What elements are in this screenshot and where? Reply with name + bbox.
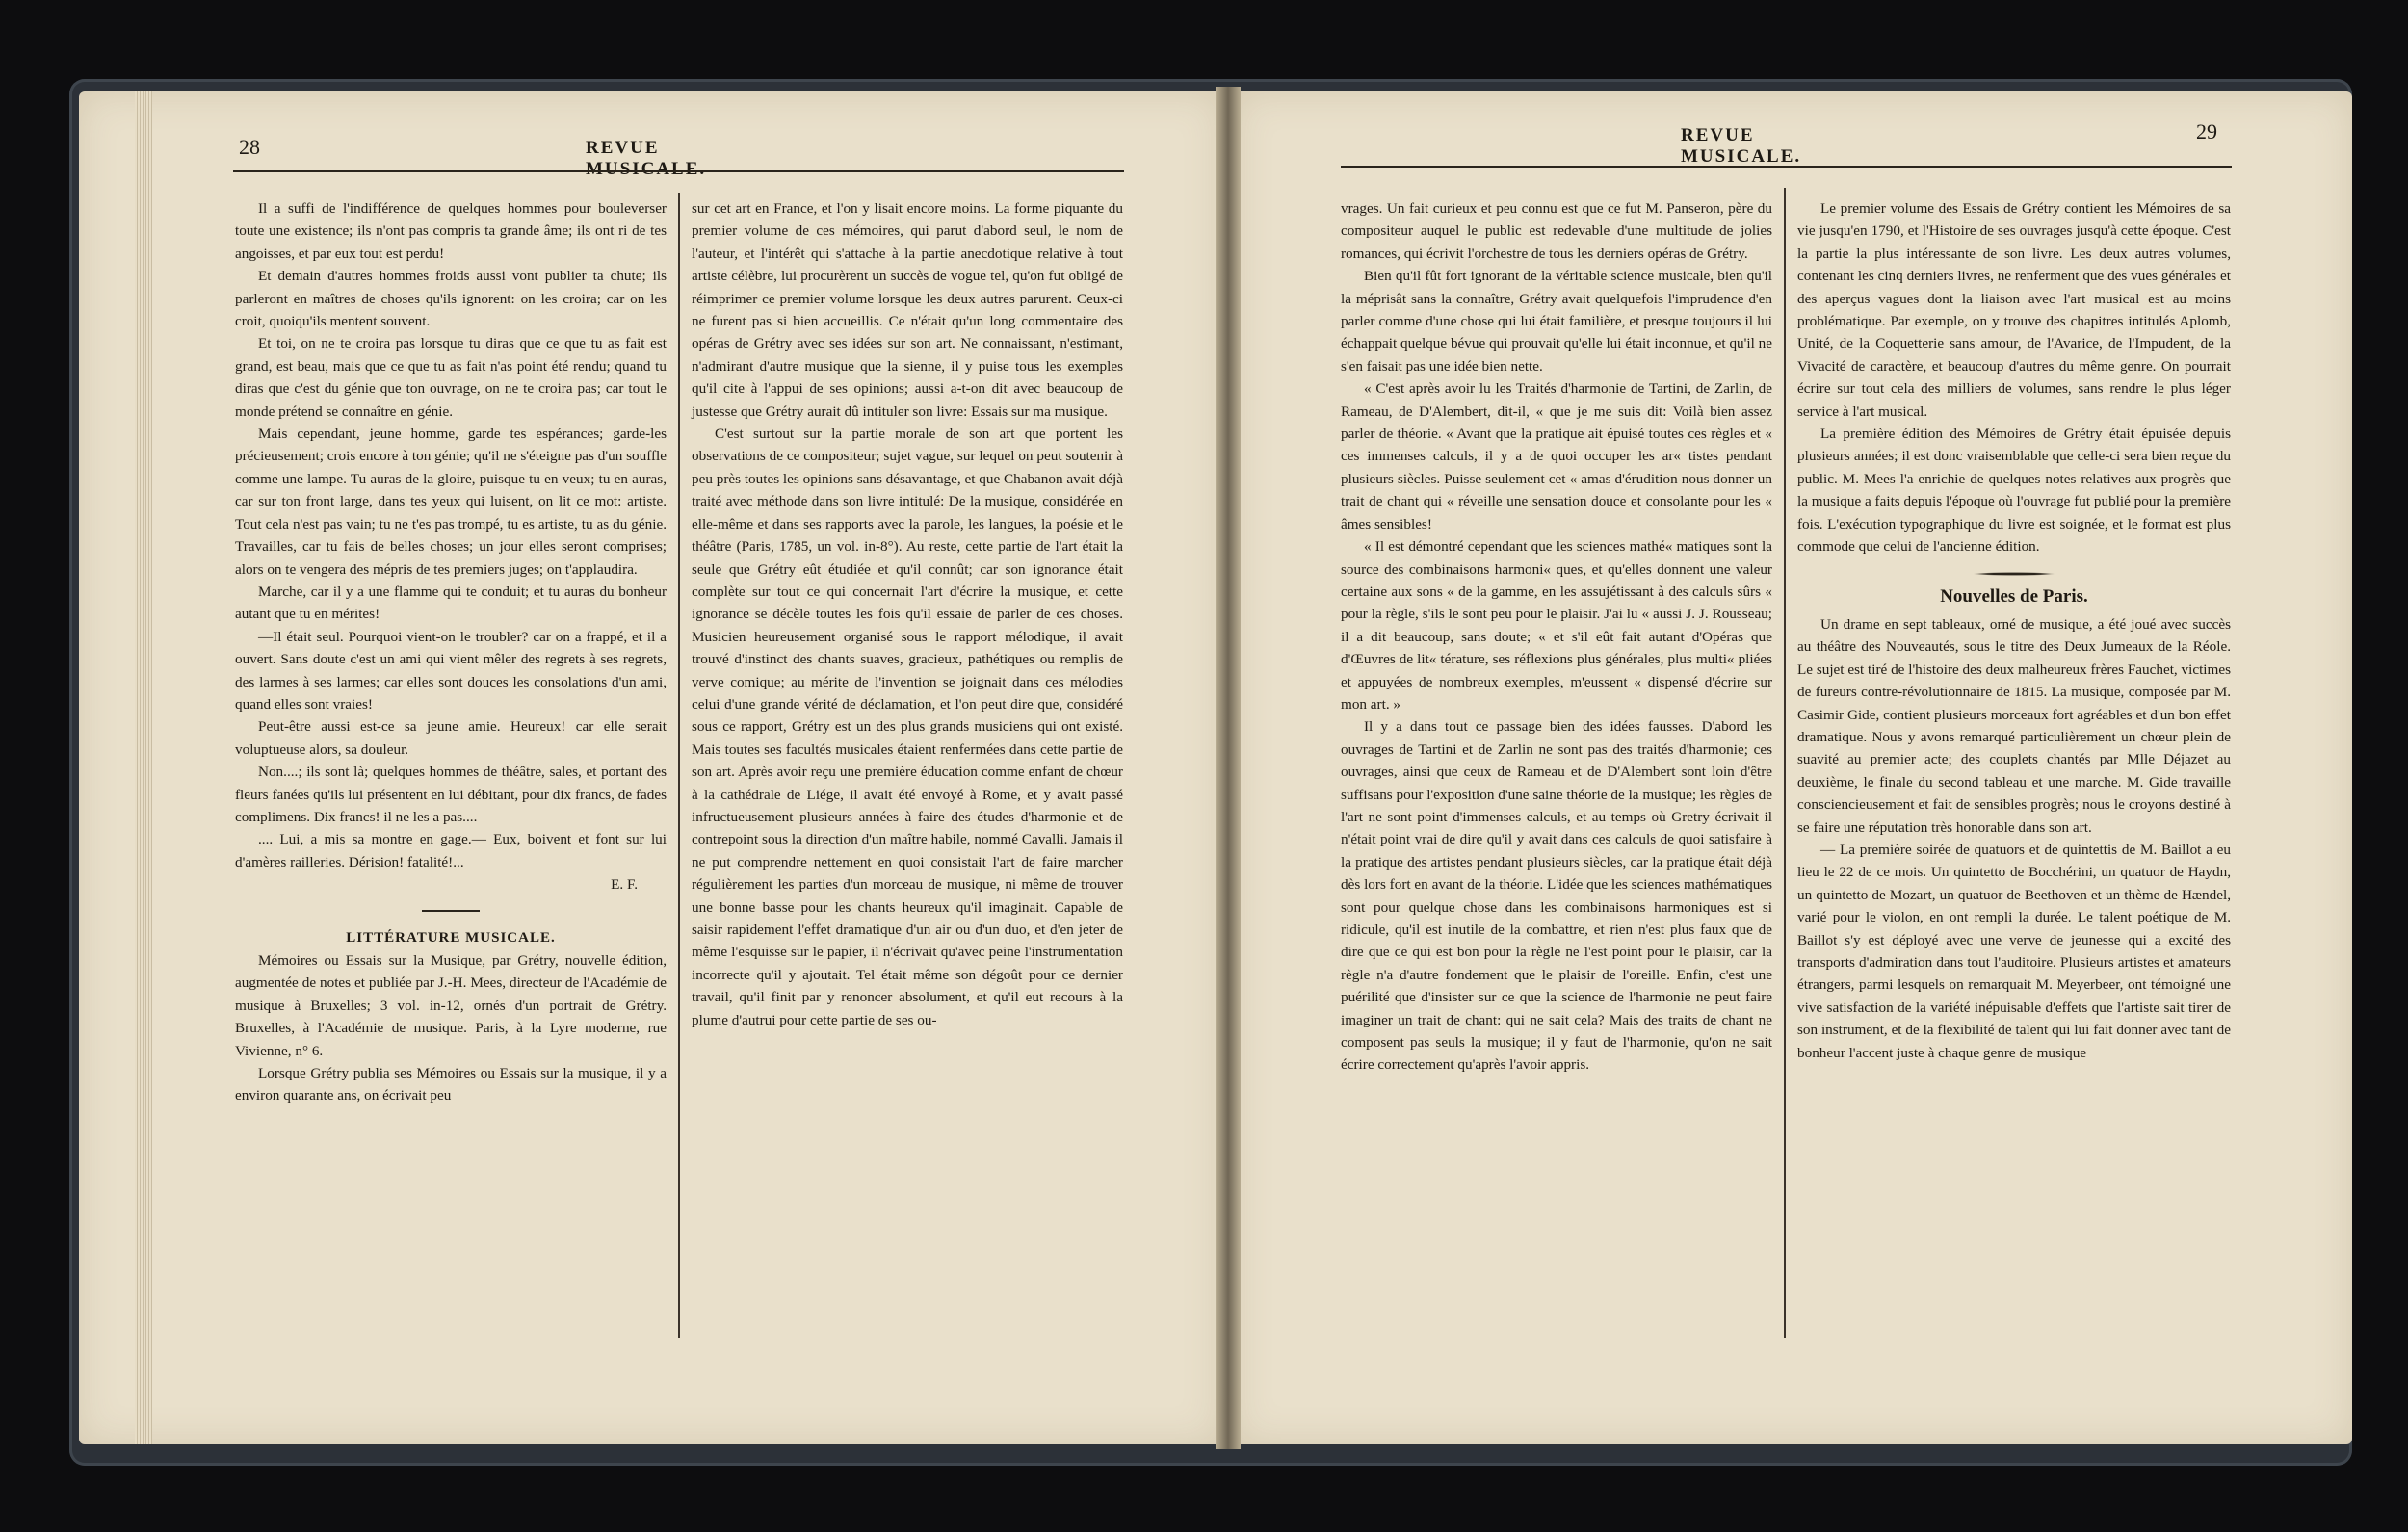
right-column-2 xyxy=(1797,197,2231,1064)
paragraph: —Il était seul. Pourquoi vient-on le troubler? car on a frappé, et il a ouvert. Sans doute c'est un ami qui vient mêler des regrets à ses regrets, des larmes à ses larmes; car elles sont douces les consolations d'un ami, quand elles sont vraies! xyxy=(235,628,667,713)
section-title-litterature: LITTÉRATURE MUSICALE. xyxy=(346,929,556,946)
article-signature: E. F. xyxy=(611,876,638,894)
header-rule-left xyxy=(233,170,1124,172)
quotation: « C'est après avoir lu les Traités d'harmonie de Tartini, de Zarlin, de Rameau, de D'Alembert, dit-il, « que je me suis dit: Voilà bien assez parler de théorie. « Avant que la pratique ait épuisé toutes ces règles et « ces immenses calculs, il y a de quoi occuper les ar« tistes pendant plusieurs siècles. Puisse seulement cet « amas d'érudition nous donner un trait de chant qui « réveille une sensation douce et consolante pour les « âmes sensibles! xyxy=(1341,380,1772,532)
paragraph: — La première soirée de quatuors et de quintettis de M. Baillot a eu lieu le 22 de ce mois. Un quintetto de Bocchérini, un quatuor de Haydn, un quintetto de Mozart, un quatuor de Beethoven et un thème de Hændel, varié pour le violon, en ont rempli la durée. Le talent poétique de M. Baillot s'y est déployé avec une verve de jeunesse qui a excité des transports d'admiration dans tout l'auditoire. Plusieurs artistes et amateurs étrangers, parmi lesquels on remarquait M. Meyerbeer, ont témoigné une vive satisfaction de la variété inépuisable d'effets que l'artiste sait tirer de son instrument, et de la flexibilité de talent qui lui fait donner avec tant de bonheur l'accent juste à chaque genre de musique xyxy=(1797,841,2231,1061)
paragraph: Peut-être aussi est-ce sa jeune amie. Heureux! car elle serait voluptueuse alors, sa douleur. xyxy=(235,718,667,758)
separator-rule xyxy=(422,910,480,912)
paragraph: Mais cependant, jeune homme, garde tes espérances; garde-les précieusement; crois encore à ton génie; qu'il ne s'éteigne pas d'un souffle comme une lampe. Tu auras de la gloire, puisque tu en veux; tu en auras, car sur ton front large, dans tes yeux qui luisent, on lit ce mot: artiste. Tout cela n'est pas vain; tu ne t'es pas trompé, tu es artiste, tu as du génie. Travailles, car tu fais de belles choses; un jour elles seront comprises; alors on te vengera des mépris de tes premiers juges; on t'applaudira. xyxy=(235,426,667,578)
paragraph: vrages. Un fait curieux et peu connu est que ce fut M. Panseron, père du compositeur auquel le public est redevable d'une multitude de jolies romances, qui écrivit l'orchestre de tous les derniers opéras de Grétry. xyxy=(1341,200,1772,262)
paragraph: .... Lui, a mis sa montre en gage.— Eux, boivent et font sur lui d'amères railleries. Dérision! fatalité!... xyxy=(235,831,667,870)
left-column-2 xyxy=(692,197,1123,1031)
running-title-left: REVUE MUSICALE. xyxy=(586,138,707,179)
quotation: « Il est démontré cependant que les sciences mathé« matiques sont la source des combinaisons harmoni« ques, et qu'elles donnent une valeur certaine aux sons « de la gamme, en les assujétissant à des calculs sûrs « pour la règle, s'ils le sont peu pour le plaisir. J'ai lu « aussi J. J. Rousseau; il a dit beaucoup, sans doute; « et s'il eût fait autant d'Opéras que d'Œuvres de lit« térature, ses réflexions plus générales, plus multi« pliées et appuyées de nombreux exemples, m'eussent « dispensé d'écrire sur mon art. » xyxy=(1341,538,1772,713)
header-rule-right xyxy=(1341,166,2232,168)
page-number-right: 29 xyxy=(2196,119,2217,143)
ornament-rule xyxy=(1966,572,2062,576)
book-gutter xyxy=(1216,87,1241,1449)
page-number-left: 28 xyxy=(239,135,260,159)
paragraph: sur cet art en France, et l'on y lisait encore moins. La forme piquante du premier volume de ces mémoires, qui parut d'abord seul, le nom de l'auteur, et l'intérêt qui s'attache à la partie anecdotique relative à tout artiste célèbre, lui procurèrent un succès de vogue tel, qu'on fut obligé de réimprimer ce premier volume lorsque les deux autres parurent. Ceux-ci ne furent pas si bien accueillis. Ce n'était qu'un long commentaire des opéras de Grétry avec ses idées sur son art. Ne connaissant, n'estimant, n'admirant d'autre musique que la sienne, il y puise tous les exemples qu'il cite à l'appui de ses opinions; aussi a-t-on dit avec beaucoup de justesse que Grétry aurait dû intituler son livre: Essais sur ma musique. xyxy=(692,200,1123,420)
book-citation: Mémoires ou Essais sur la Musique, par Grétry, nouvelle édition, augmentée de notes et publiée par J.-H. Mees, directeur de l'Académie de musique à Bruxelles; 3 vol. in-12, ornés d'un portrait de Grétry. Bruxelles, à l'Académie de musique. Paris, à la Lyre moderne, rue Vivienne, n° 6. xyxy=(235,952,667,1059)
paragraph: Et toi, on ne te croira pas lorsque tu diras que ce que tu as fait est grand, est beau, mais que ce que tu as fait n'as point été rendu; quand tu diras que c'est du génie que ton ouvrage, on ne te croira pas; car tout le monde prétend se connaître en génie. xyxy=(235,335,667,420)
paragraph: La première édition des Mémoires de Grétry était épuisée depuis plusieurs années; il est donc vraisemblable que celle-ci sera bien reçue du public. M. Mees l'a enrichie de quelques notes relatives aux progrès que la musique a faits depuis l'époque où l'ouvrage fut publié pour la première fois. L'exécution typographique du livre est soignée, et le format est plus commode que celui de l'ancienne édition. xyxy=(1797,426,2231,556)
paragraph: Il a suffi de l'indifférence de quelques hommes pour bouleverser toute une existence; ils n'ont pas compris ta grande âme; ils ont ri de tes angoisses, et par eux tout est perdu! xyxy=(235,200,667,262)
column-divider-right xyxy=(1784,188,1786,1338)
paragraph: Bien qu'il fût fort ignorant de la véritable science musicale, bien qu'il la méprisât sans la connaître, Grétry avait quelquefois l'imprudence d'en parler comme d'une chose qui lui était familière, et presque toujours il lui échappait quelque bévue qui prouvait qu'elle lui était inconnue, et qu'il ne s'en faisait pas une idée bien nette. xyxy=(1341,268,1772,375)
paragraph: C'est surtout sur la partie morale de son art que portent les observations de ce compositeur; sujet vague, sur lequel on peut soutenir à peu près toutes les opinions sans désavantage, et que Chabanon avait déjà traité avec méthode dans son livre intitulé: De la musique, considérée en elle-même et dans ses rapports avec la parole, les langues, la poésie et le théâtre (Paris, 1785, un vol. in-8°). Au reste, cette partie de l'art était la seule que Grétry eût étudiée et qu'il connût; car son ignorance était complète sur tout ce qui concernait l'art d'écrire la musique, et cette ignorance se décèle toutes les fois qu'il essaie de parler de ces choses. Musicien heureusement organisé sous le rapport mélodique, il avait trouvé d'instinct des chants suaves, gracieux, pathétiques ou remplis de verve comique; au mérite de l'invention se joignait dans ces mélodies celui d'une grande vérité de déclamation, et l'on peut dire que, considéré sous ce rapport, Grétry est un des plus grands musiciens qui ont existé. Mais toutes ses facultés musicales étaient renfermées dans cette partie de son art. Après avoir reçu une première éducation comme enfant de chœur à la cathédrale de Liége, il avait été envoyé à Rome, et y avait passé infructueusement plusieurs années à faire des études d'harmonie et de contrepoint sous la direction d'un maître habile, nommé Cavalli. Jamais il ne put comprendre nettement en quoi consistait l'art de faire marcher régulièrement les parties d'un morceau de musique, ni même de trouver une bonne basse pour les chants heureux qu'il imaginait. Capable de saisir rapidement l'effet dramatique d'un air ou d'un duo, et d'en jeter de même l'esquisse sur le papier, il n'écrivait qu'avec peine l'instrumentation incorrecte qu'il y ajoutait. Tel était même son dégoût pour ce dernier travail, qu'il finit par y renoncer absolument, et qu'il eut recours à la plume d'autrui pour cette partie de ses ou- xyxy=(692,426,1123,1028)
paragraph: Lorsque Grétry publia ses Mémoires ou Essais sur la musique, il y a environ quarante ans, on écrivait peu xyxy=(235,1065,667,1104)
paragraph: Le premier volume des Essais de Grétry contient les Mémoires de sa vie jusqu'en 1790, et l'Histoire de ses ouvrages jusqu'à cette époque. C'est la partie la plus intéressante de son livre. Les deux autres volumes, contenant les cinq derniers livres, ne renferment que des vues générales et des aperçus vagues dont la liaison avec l'art musical est au moins problématique. Par exemple, on y trouve des chapitres intitulés Aplomb, Unité, de la Coquetterie sans amour, de l'Avarice, de l'Impudent, de la Vivacité de caractère, et beaucoup d'autres du même genre. On pourrait écrire sur tout cela des milliers de volumes, sans rendre le plus léger service à l'art musical. xyxy=(1797,200,2231,420)
section-title-nouvelles: Nouvelles de Paris. xyxy=(1940,585,2088,607)
paragraph: Un drame en sept tableaux, orné de musique, a été joué avec succès au théâtre des Nouveautés, sous le titre des Deux Jumeaux de la Réole. Le sujet est tiré de l'histoire des deux malheureux frères Fauchet, victimes de fureurs contre-révolutionnaire de 1815. La musique, composée par M. Casimir Gide, contient plusieurs morceaux fort agréables et d'un bon effet dramatique. Nous y avons remarqué particulièrement un chœur plein de suavité au premier acte; des couplets chantés par Mlle Déjazet au deuxième, le finale du second tableau et une marche. M. Gide travaille consciencieusement et fait de sensibles progrès; nous le croyons destiné à se faire une réputation très honorable dans son art. xyxy=(1797,615,2231,836)
left-column-1 xyxy=(235,197,667,1107)
page-edges xyxy=(135,91,152,1444)
column-divider-left xyxy=(678,193,680,1338)
running-title-right: REVUE MUSICALE. xyxy=(1681,125,1802,167)
paragraph: Non....; ils sont là; quelques hommes de théâtre, sales, et portant des fleurs fanées qu'ils lui présentent en lui débitant, pour dix francs, de fades complimens. Dix francs! il ne les a pas.... xyxy=(235,764,667,825)
right-column-1 xyxy=(1341,197,1772,1077)
paragraph: Et demain d'autres hommes froids aussi vont publier ta chute; ils parleront en maîtres de choses qu'ils ignorent: on les croira; car on les croit, quoiqu'ils mentent souvent. xyxy=(235,268,667,330)
paragraph: Marche, car il y a une flamme qui te conduit; et tu auras du bonheur autant que tu en mérites! xyxy=(235,583,667,623)
paragraph: Il y a dans tout ce passage bien des idées fausses. D'abord les ouvrages de Tartini et de Zarlin ne sont pas des traités d'harmonie; ces ouvrages, ainsi que ceux de Rameau et de D'Alembert sont loin d'être suffisans pour l'exposition d'une saine théorie de la musique; les règles de l'art ne sont point d'immenses calculs, et au temps où Gretry écrivait il n'était point vrai de dire qu'il y avait dans ces calculs de quoi satisfaire à la pratique des artistes pendant plusieurs siècles, car la pratique était déjà dès lors fort en avant de la théorie. L'idée que les sciences mathématiques sont pour quelque chose dans les combinaisons harmoniques est si ridicule, qu'il est inutile de la combattre, et rien n'est plus faux que de dire que ce qui est bon pour la règle ne l'est point pour le plaisir, car la règle n'a d'autre fondement que le plaisir de l'oreille. Enfin, c'est une puérilité que d'insister sur ce que la science de l'harmonie ne peut faire imaginer un trait de chant: qui ne sait cela? Mais des traits de chant ne composent pas seuls la musique; il y faut de l'harmonie, qu'on ne sait écrire correctement qu'après l'avoir appris. xyxy=(1341,718,1772,1074)
